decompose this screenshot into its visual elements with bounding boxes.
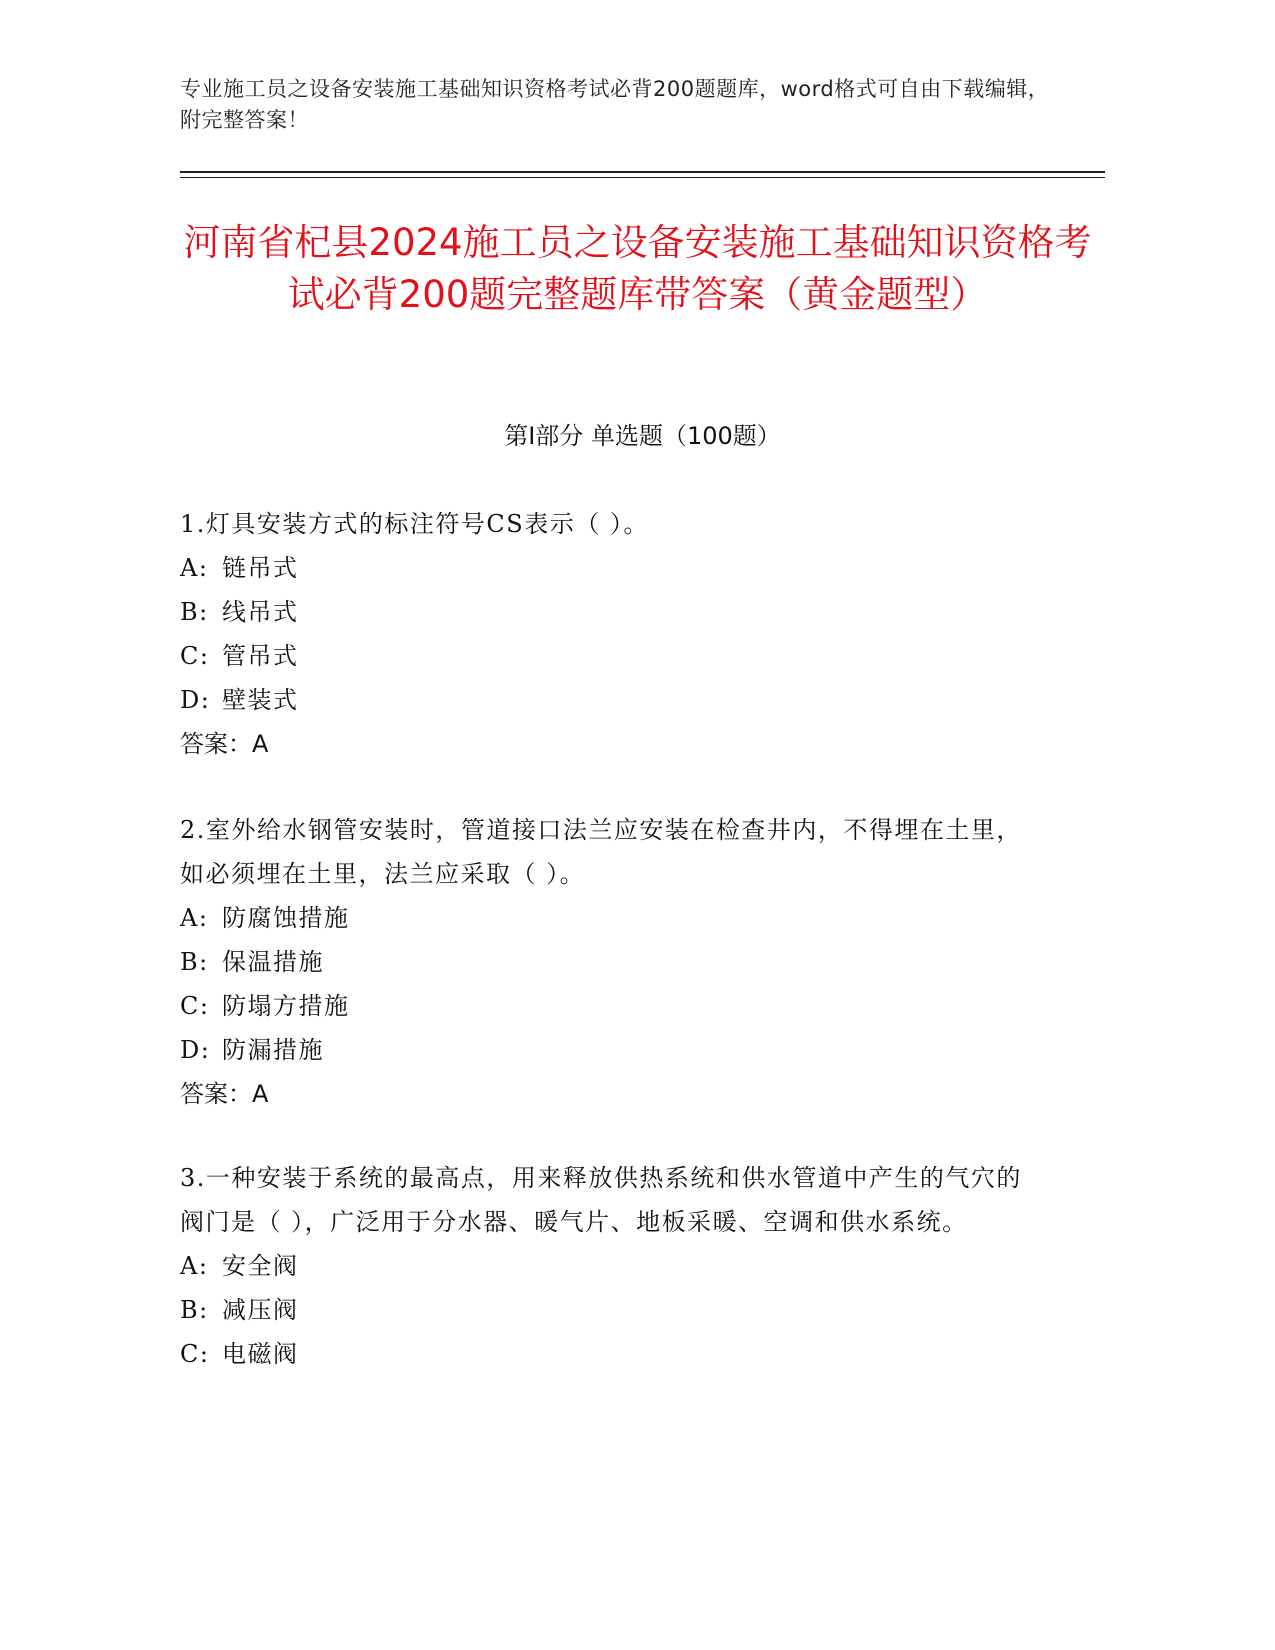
option-label: 防塌方措施 (222, 992, 350, 1020)
option-label: 安全阀 (222, 1252, 299, 1280)
option-b (180, 940, 1040, 984)
option-d (180, 1028, 1040, 1072)
option-a (180, 1244, 1040, 1288)
header-divider-thin (180, 177, 1105, 178)
option-label: 防腐蚀措施 (222, 904, 350, 932)
option-a (180, 546, 1040, 590)
option-a (180, 896, 1040, 940)
option-key: A: (180, 904, 209, 932)
option-label: 链吊式 (222, 554, 299, 582)
header-note: 专业施工员之设备安装施工基础知识资格考试必背200题题库，word格式可自由下载编辑，附完整答案！ (180, 77, 1050, 132)
question-text: 3.一种安装于系统的最高点，用来释放供热系统和供水管道中产生的气穴的阀门是（ ），广泛用于分水器、暖气片、地板采暖、空调和供水系统。 (180, 1164, 1022, 1236)
document-title: 河南省杞县2024施工员之设备安装施工基础知识资格考试必背200题完整题库带答案（黄金题型） (183, 221, 1092, 316)
option-c (180, 634, 1040, 678)
answer: 答案：A (180, 730, 269, 758)
section-heading: 第I部分 单选题（100题） (504, 422, 781, 450)
option-key: C: (180, 1340, 210, 1368)
question-2 (180, 808, 1040, 1116)
option-label: 减压阀 (222, 1296, 299, 1324)
option-key: D: (180, 1036, 211, 1064)
question-text: 2.室外给水钢管安装时，管道接口法兰应安装在检查井内，不得埋在土里，如必须埋在土里，法兰应采取（ ）。 (180, 816, 1022, 888)
option-key: C: (180, 642, 210, 670)
option-b (180, 590, 1040, 634)
question-1 (180, 502, 1040, 766)
option-key: B: (180, 598, 209, 626)
option-label: 防漏措施 (222, 1036, 324, 1064)
question-3 (180, 1156, 1040, 1376)
option-label: 线吊式 (222, 598, 299, 626)
option-key: D: (180, 686, 211, 714)
header-divider-thick (180, 171, 1105, 173)
option-key: B: (180, 948, 209, 976)
option-label: 电磁阀 (222, 1340, 299, 1368)
option-key: C: (180, 992, 210, 1020)
option-d (180, 678, 1040, 722)
option-key: A: (180, 1252, 209, 1280)
option-label: 壁装式 (222, 686, 299, 714)
option-c (180, 984, 1040, 1028)
option-key: B: (180, 1296, 209, 1324)
option-c (180, 1332, 1040, 1376)
answer: 答案：A (180, 1080, 269, 1108)
option-label: 保温措施 (222, 948, 324, 976)
question-text: 1.灯具安装方式的标注符号CS表示（ ）。 (180, 510, 649, 538)
option-b (180, 1288, 1040, 1332)
option-key: A: (180, 554, 209, 582)
option-label: 管吊式 (222, 642, 299, 670)
